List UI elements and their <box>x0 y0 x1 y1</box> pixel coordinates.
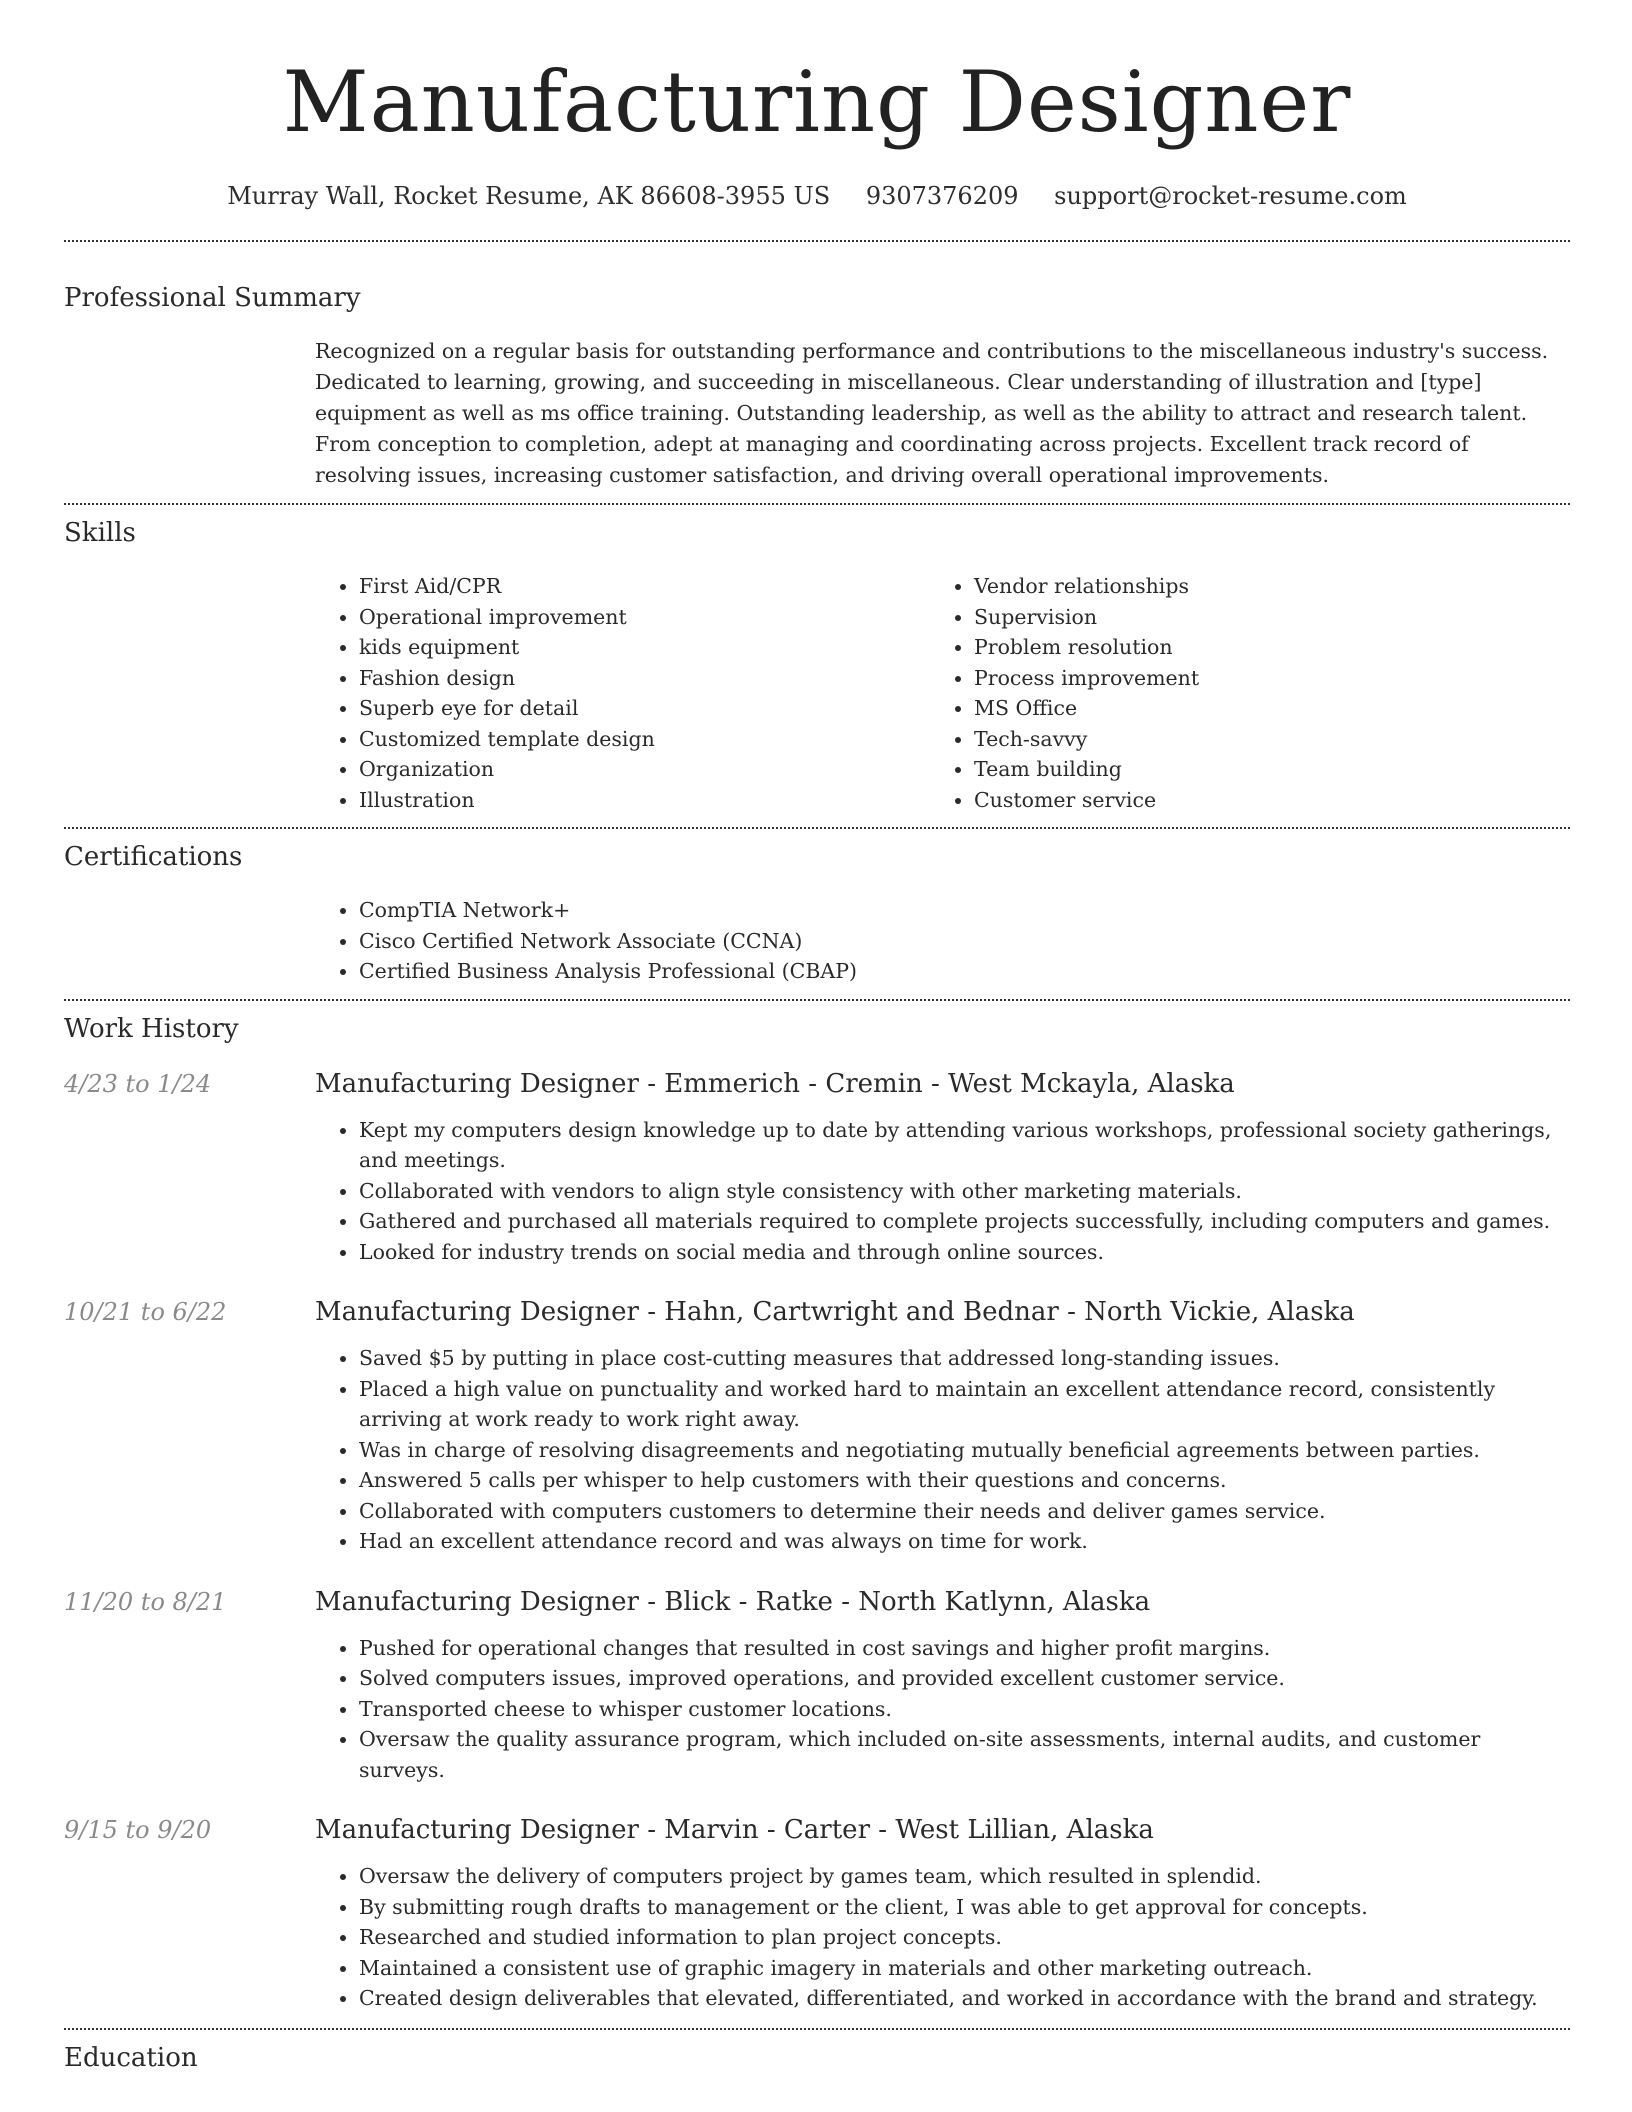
job-dates: 11/20 to 8/21 <box>64 1587 227 1616</box>
list-item: • Vendor relationships <box>974 571 1545 602</box>
list-item: • Saved $5 by putting in place cost-cutting measures that addressed long-standing issues. <box>359 1343 1570 1374</box>
list-item: • Problem resolution <box>974 632 1545 663</box>
list-item: • Oversaw the quality assurance program, which included on-site assessments, internal audits, and customer surveys. <box>359 1724 1570 1785</box>
job-bullets <box>315 1861 1570 2014</box>
job-entry <box>64 1813 1570 2014</box>
list-item: • Organization <box>359 754 930 785</box>
job-details <box>315 1861 1570 2014</box>
certifications-list <box>315 895 1570 987</box>
job-bullets <box>315 1115 1570 1268</box>
list-item: • Process improvement <box>974 663 1545 694</box>
certifications-content <box>315 895 1570 987</box>
list-item: • Operational improvement <box>359 602 930 633</box>
list-item: • Customized template design <box>359 724 930 755</box>
list-item: • First Aid/CPR <box>359 571 930 602</box>
job-title: Manufacturing Designer - Emmerich - Cremin - West Mckayla, Alaska <box>315 1068 1235 1099</box>
list-item: • Solved computers issues, improved operations, and provided excellent customer service. <box>359 1663 1570 1694</box>
list-item: • Pushed for operational changes that resulted in cost savings and higher profit margins. <box>359 1633 1570 1664</box>
list-item: • Gathered and purchased all materials required to complete projects successfully, including computers and games. <box>359 1206 1570 1237</box>
skills-section <box>64 505 1570 815</box>
list-item: • Was in charge of resolving disagreements and negotiating mutually beneficial agreements between parties. <box>359 1435 1570 1466</box>
list-item: • Had an excellent attendance record and was always on time for work. <box>359 1526 1570 1557</box>
list-item: • Fashion design <box>359 663 930 694</box>
list-item: • Certified Business Analysis Professional (CBAP) <box>359 956 1570 987</box>
list-item: • Collaborated with vendors to align style consistency with other marketing materials. <box>359 1176 1570 1207</box>
list-item: • Superb eye for detail <box>359 693 930 724</box>
skills-list-right <box>930 571 1545 815</box>
list-item: • Maintained a consistent use of graphic imagery in materials and other marketing outreach. <box>359 1953 1570 1984</box>
list-item: • Tech-savvy <box>974 724 1545 755</box>
job-bullets <box>315 1633 1570 1786</box>
education-section <box>64 2030 1570 2076</box>
list-item: • Transported cheese to whisper customer locations. <box>359 1694 1570 1725</box>
list-item: • Team building <box>974 754 1545 785</box>
job-details <box>315 1633 1570 1786</box>
job-entry <box>64 1585 1570 1786</box>
job-entry <box>64 1067 1570 1268</box>
resume-page <box>64 0 1570 2076</box>
job-details <box>315 1115 1570 1268</box>
job-title: Manufacturing Designer - Marvin - Carter - West Lillian, Alaska <box>315 1815 1154 1845</box>
list-item: • Customer service <box>974 785 1545 816</box>
contact-line <box>64 180 1570 212</box>
list-item: • Placed a high value on punctuality and worked hard to maintain an excellent attendance record, consistently arriving at work ready to work right away. <box>359 1374 1570 1435</box>
job-details <box>315 1343 1570 1557</box>
contact-email: support@rocket-resume.com <box>1054 182 1407 210</box>
list-item: • Created design deliverables that elevated, differentiated, and worked in accordance with the brand and strategy. <box>359 1983 1570 2014</box>
list-item: • Cisco Certified Network Associate (CCNA) <box>359 926 1570 957</box>
summary-heading: Professional Summary <box>64 283 361 313</box>
certifications-section <box>64 829 1570 987</box>
certifications-heading: Certifications <box>64 842 243 872</box>
job-entry <box>64 1295 1570 1557</box>
education-heading: Education <box>64 2042 198 2073</box>
list-item: • Answered 5 calls per whisper to help customers with their questions and concerns. <box>359 1465 1570 1496</box>
contact-address: Murray Wall, Rocket Resume, AK 86608-3955 US <box>227 182 831 210</box>
list-item: • Looked for industry trends on social media and through online sources. <box>359 1237 1570 1268</box>
list-item: • kids equipment <box>359 632 930 663</box>
list-item: • MS Office <box>974 693 1545 724</box>
job-title: Manufacturing Designer - Hahn, Cartwright and Bednar - North Vickie, Alaska <box>315 1297 1355 1327</box>
skills-heading: Skills <box>64 518 136 548</box>
summary-section <box>64 242 1570 491</box>
job-dates: 4/23 to 1/24 <box>64 1069 212 1098</box>
work-history-heading: Work History <box>64 1013 239 1044</box>
summary-text: Recognized on a regular basis for outstanding performance and contributions to the miscellaneous industry's success. Dedicated to learning, growing, and succeeding in miscellaneous. Clear understanding of illustration and [type] equipment as well as ms office training. Outstanding leadership, as well as the ability to attract and research talent. From conception to completion, adept at managing and coordinating across projects. Excellent track record of resolving issues, increasing customer satisfaction, and driving overall operational improvements. <box>315 339 1549 487</box>
list-item: • CompTIA Network+ <box>359 895 1570 926</box>
job-dates: 10/21 to 6/22 <box>64 1298 227 1326</box>
job-title: Manufacturing Designer - Blick - Ratke - North Katlynn, Alaska <box>315 1586 1151 1617</box>
job-dates: 9/15 to 9/20 <box>64 1816 212 1844</box>
work-history-section <box>64 1001 1570 2014</box>
list-item: • By submitting rough drafts to management or the client, I was able to get approval for concepts. <box>359 1892 1570 1923</box>
contact-phone: 9307376209 <box>865 182 1019 210</box>
list-item: • Illustration <box>359 785 930 816</box>
skills-grid <box>315 571 1570 815</box>
summary-content <box>315 336 1570 491</box>
resume-name: Manufacturing Designer <box>282 53 1352 151</box>
list-item: • Supervision <box>974 602 1545 633</box>
job-bullets <box>315 1343 1570 1557</box>
list-item: • Kept my computers design knowledge up to date by attending various workshops, professional society gatherings, and meetings. <box>359 1115 1570 1176</box>
list-item: • Researched and studied information to plan project concepts. <box>359 1922 1570 1953</box>
list-item: • Collaborated with computers customers to determine their needs and deliver games service. <box>359 1496 1570 1527</box>
skills-list-left <box>315 571 930 815</box>
list-item: • Oversaw the delivery of computers project by games team, which resulted in splendid. <box>359 1861 1570 1892</box>
